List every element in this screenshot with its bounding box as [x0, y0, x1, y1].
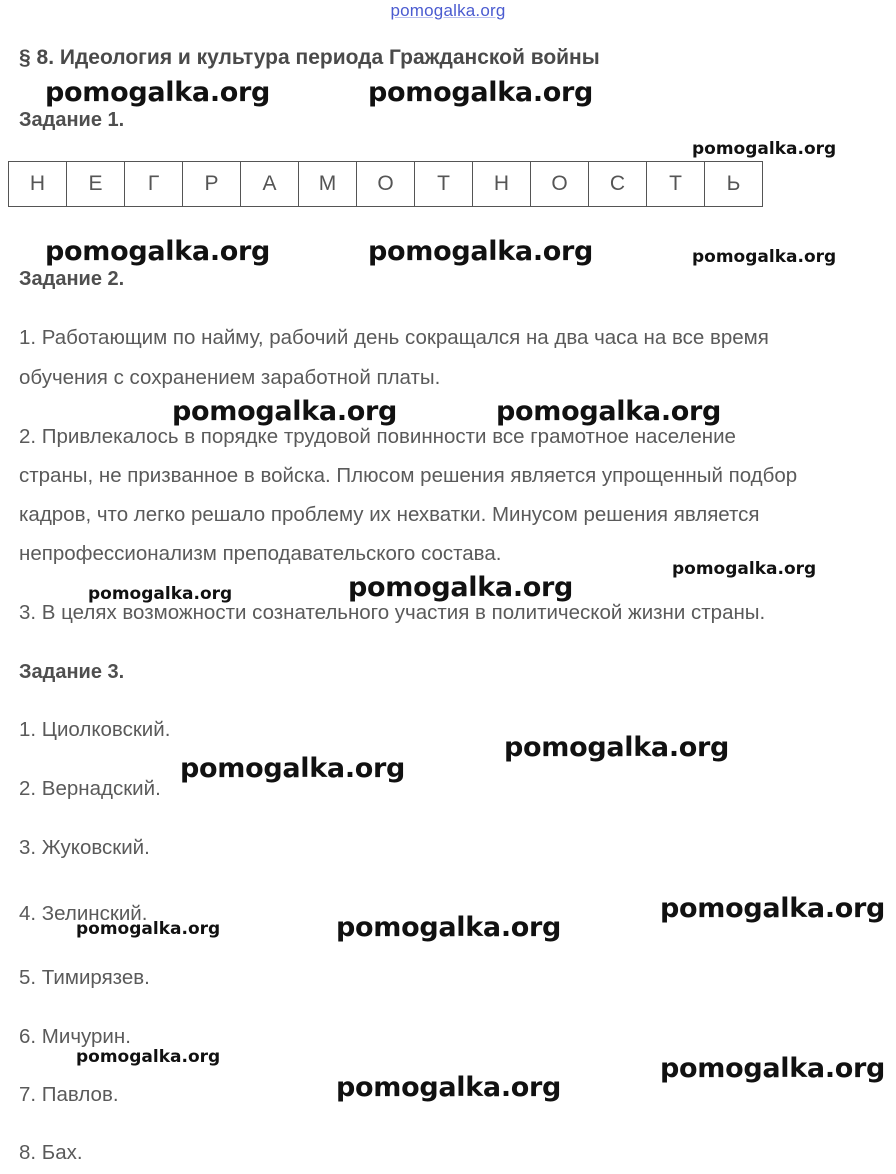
watermark: pomogalka.org	[76, 1047, 221, 1067]
task2-line: 3. В целях возможности сознательного участия в политической жизни страны.	[19, 601, 766, 624]
scientist-item: 2. Вернадский.	[19, 777, 161, 800]
letter-cell: Т	[647, 162, 705, 206]
task2-line: 2. Привлекалось в порядке трудовой повинности все грамотное население	[19, 425, 736, 448]
task2-line: непрофессионализм преподавательского состава.	[19, 542, 502, 565]
scientist-item: 1. Циолковский.	[19, 718, 171, 741]
watermark: pomogalka.org	[496, 396, 722, 427]
watermark: pomogalka.org	[88, 584, 233, 604]
scientist-item: 8. Бах.	[19, 1141, 83, 1164]
scientist-item: 6. Мичурин.	[19, 1025, 131, 1048]
letter-cell: Р	[183, 162, 241, 206]
watermark: pomogalka.org	[45, 236, 271, 267]
task2-line: страны, не призванное в войска. Плюсом решения является упрощенный подбор	[19, 464, 798, 487]
letter-cell: О	[357, 162, 415, 206]
letter-grid	[8, 161, 763, 207]
task2-line: 1. Работающим по найму, рабочий день сокращался на два часа на все время	[19, 326, 769, 349]
letter-cell: Н	[9, 162, 67, 206]
letter-cell: О	[531, 162, 589, 206]
scientist-item: 7. Павлов.	[19, 1083, 119, 1106]
letter-cell: А	[241, 162, 299, 206]
site-header-link[interactable]: pomogalka.org	[390, 1, 506, 20]
task2-line: обучения с сохранением заработной платы.	[19, 366, 441, 389]
watermark: pomogalka.org	[45, 77, 271, 108]
task1-heading: Задание 1.	[19, 109, 125, 131]
watermark: pomogalka.org	[692, 139, 837, 159]
watermark: pomogalka.org	[336, 1072, 562, 1103]
task2-heading: Задание 2.	[19, 268, 125, 290]
watermark: pomogalka.org	[672, 559, 817, 579]
watermark: pomogalka.org	[504, 732, 730, 763]
task2-line: кадров, что легко решало проблему их нехватки. Минусом решения является	[19, 503, 760, 526]
watermark: pomogalka.org	[76, 919, 221, 939]
watermark: pomogalka.org	[336, 912, 562, 943]
letter-cell: Н	[473, 162, 531, 206]
letter-cell: М	[299, 162, 357, 206]
letter-cell: Т	[415, 162, 473, 206]
page-title: § 8. Идеология и культура периода Гражданской войны	[19, 46, 600, 69]
letter-cell: Ь	[705, 162, 763, 206]
watermark: pomogalka.org	[348, 572, 574, 603]
scientist-item: 3. Жуковский.	[19, 836, 150, 859]
scientist-item: 4. Зелинский.	[19, 902, 148, 925]
letter-cell: Е	[67, 162, 125, 206]
watermark: pomogalka.org	[660, 1053, 886, 1084]
watermark: pomogalka.org	[692, 247, 837, 267]
watermark: pomogalka.org	[368, 236, 594, 267]
watermark: pomogalka.org	[368, 77, 594, 108]
letter-cell: Г	[125, 162, 183, 206]
watermark: pomogalka.org	[172, 396, 398, 427]
task3-heading: Задание 3.	[19, 661, 125, 683]
letter-cell: С	[589, 162, 647, 206]
scientist-item: 5. Тимирязев.	[19, 966, 150, 989]
watermark: pomogalka.org	[660, 893, 886, 924]
watermark: pomogalka.org	[180, 753, 406, 784]
